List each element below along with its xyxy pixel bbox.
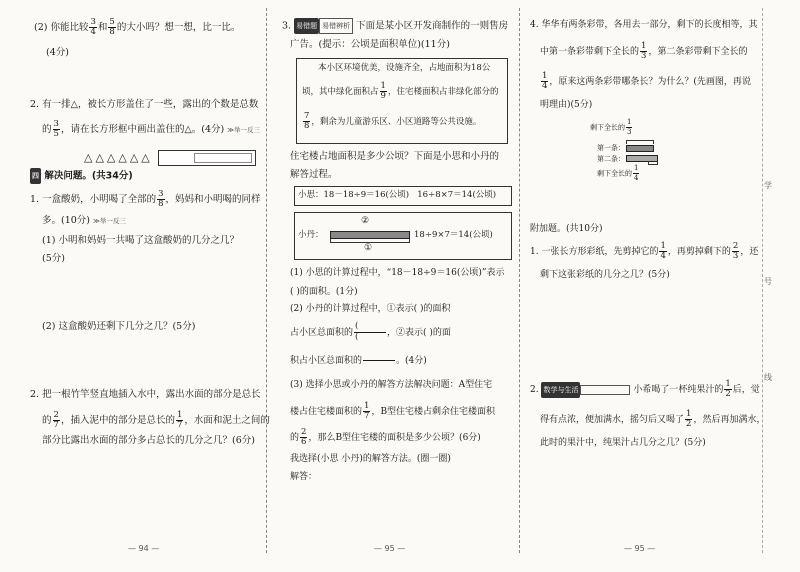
- section-badge: 四: [30, 168, 41, 184]
- fraction: $\frac{2}{6}$: [301, 427, 307, 447]
- diagram-label-bottom: 剩下全长的 $\frac{1}{4}$: [597, 164, 639, 182]
- fraction: $\frac{1}{4}$: [542, 71, 548, 91]
- answer-label: 解答：: [290, 472, 318, 482]
- ribbon-1-bar: [626, 145, 654, 152]
- fraction: $\frac{3}{5}$: [53, 119, 59, 139]
- bonus-heading: 附加题。(共10分): [530, 224, 603, 234]
- side-char-hao: 号: [764, 277, 772, 286]
- question-4-line1: 4. 华华有两条彩带，各用去一部分，剩下的长度相等，其: [530, 20, 758, 30]
- problem-1-line1: 1. 一盒酸奶，小明喝了全部的 $\frac{3}{8}$ ，妈妈和小明喝的同样: [30, 189, 261, 209]
- question-3-ask2: 解答过程。: [290, 169, 338, 180]
- ribbon-1-brace: [626, 140, 654, 144]
- sub-question-1-line1: (1) 小思的计算过程中，“18－18÷9＝16(公顷)”表示: [290, 268, 505, 278]
- xiaodan-label: 小丹：: [298, 230, 324, 240]
- question-2-2: (2) 你能比较 $\frac{3}{4}$ 和 $\frac{5}{8}$ 的大小吗？想一想，比一比。: [34, 17, 241, 37]
- question-4-line2: 中第一条彩带剩下全长的 $\frac{1}{3}$ ，第二条彩带剩下全长的: [540, 41, 748, 61]
- fraction: $\frac{1}{2}$: [686, 409, 692, 429]
- xiaodan-marker-2: ②: [361, 216, 370, 226]
- problem-2-line3: 部分比露出水面的部分多占总长的几分之几？(6分): [42, 435, 255, 446]
- sub-question-2-line2: 占小区总面积的 $\frac{(}{(}$ ，②表示( )的面: [290, 321, 451, 342]
- problem-2-line2: 的 $\frac{2}{7}$ ，插入泥中的部分是总长的 $\frac{1}{7}$ ，水面和泥土之间的: [42, 410, 270, 430]
- fraction: $\frac{3}{4}$: [90, 17, 96, 37]
- problem-1-line2: 多。(10分) ≫举一反三: [42, 215, 126, 226]
- answer-fraction-blank[interactable]: [363, 350, 395, 371]
- fraction: $\frac{2}{7}$: [53, 410, 59, 430]
- bonus-2-line2: 得有点浓，便加满水，摇匀后又喝了 $\frac{1}{2}$ ，然后再加满水，: [540, 409, 766, 429]
- question-2-2-points: (4分): [46, 47, 69, 58]
- fraction: $\frac{1}{7}$: [364, 401, 370, 421]
- fraction: $\frac{1}{4}$: [660, 241, 666, 261]
- cover-rectangle-inner: [194, 153, 252, 163]
- diagram-label-top: 剩下全长的 $\frac{1}{3}$: [590, 118, 632, 136]
- hint-label: ≫举一反三: [227, 126, 261, 134]
- question-3-line2: 广告。(提示：公顷是面积单位)(11分): [290, 39, 450, 50]
- tag-easy-wrong: 易错题: [294, 18, 319, 34]
- side-char-xian: 线: [764, 373, 772, 382]
- problem-1-sub2: (2) 这盒酸奶还剩下几分之几？(5分): [42, 321, 196, 332]
- page-number: — 95 —: [374, 544, 406, 553]
- fraction: $\frac{1}{9}$: [380, 81, 386, 101]
- column-divider-right: [519, 8, 520, 553]
- question-4-line3: $\frac{1}{4}$ ，原来这两条彩带哪条长？为什么？(先画图，再说: [542, 71, 751, 91]
- sub-question-1-line2: ( )的面积。(1分): [290, 287, 358, 297]
- question-3-ask1: 住宅楼占地面积是多少公顷？下面是小思和小丹的: [290, 151, 500, 162]
- sub-question-2-line3: 积占小区总面积的 。(4分): [290, 350, 427, 371]
- fraction: $\frac{3}{8}$: [158, 189, 164, 209]
- sub-question-3-line2: 楼占住宅楼面积的 $\frac{1}{7}$ ，B型住宅楼占剩余住宅楼面积: [290, 401, 496, 421]
- tag-math-life: 数学与生活: [541, 382, 580, 398]
- problem-1-sub1-points: (5分): [42, 253, 65, 264]
- sub-question-3-line1: (3) 选择小思或小丹的解答方法解决问题：A型住宅: [290, 380, 493, 390]
- page-number: — 95 —: [624, 544, 656, 553]
- fraction: $\frac{1}{2}$: [725, 379, 731, 399]
- fraction: $\frac{1}{3}$: [627, 118, 632, 136]
- triangle-row: △△△△△△: [84, 151, 153, 164]
- fraction: $\frac{1}{7}$: [176, 410, 183, 430]
- ribbon-2-brace: [648, 161, 658, 165]
- binding-line: [762, 8, 763, 553]
- side-char-xue: 学: [764, 181, 772, 190]
- bonus-2-line1: 2. 数学与生活 小希喝了一杯纯果汁的 $\frac{1}{2}$ 后，觉: [530, 379, 760, 399]
- question-4-line4: 明理由)(5分): [540, 100, 593, 110]
- bonus-2-line3: 此时的果汁中，纯果汁占几分之几？(5分): [540, 438, 706, 448]
- tag-math-life-sub: [580, 385, 630, 395]
- fraction: $\frac{7}{8}$: [304, 111, 310, 131]
- fraction: $\frac{2}{3}$: [732, 241, 739, 261]
- ribbon-2-label: 第二条：: [597, 155, 625, 163]
- page-number: — 94 —: [128, 544, 160, 553]
- tag-easy-wrong-analysis: 易错辨析: [319, 18, 353, 34]
- xiaodan-marker-1: ①: [364, 243, 373, 253]
- fraction: $\frac{1}{3}$: [641, 41, 647, 61]
- section-heading: 四 解决问题。(共34分): [30, 168, 133, 184]
- ad-line1: 本小区环境优美，设施齐全，占地面积为18公: [318, 63, 491, 73]
- ribbon-1-label: 第一条：: [597, 144, 625, 152]
- hint-label: ≫举一反三: [93, 217, 126, 225]
- answer-fraction-blank[interactable]: $\frac{(}{(}$: [354, 322, 386, 343]
- problem-1-sub1: (1) 小明和妈妈一共喝了这盒酸奶的几分之几？: [42, 235, 239, 246]
- ad-line3: $\frac{7}{8}$ ，剩余为儿童游乐区、小区道路等公共设施。: [304, 111, 482, 131]
- problem-2-line1: 2. 把一根竹竿竖直地插入水中，露出水面的部分是总长: [30, 389, 261, 400]
- fraction: $\frac{1}{4}$: [634, 164, 639, 182]
- xiaosi-solution: 小思：18－18÷9＝16(公顷) 16÷8×7＝14(公顷): [298, 190, 497, 200]
- question-2-line2: 的 $\frac{3}{5}$ ，请在长方形框中画出盖住的△。(4分) ≫举一反三: [42, 119, 261, 139]
- bonus-1-line2: 剩下这张彩纸的几分之几？(5分): [540, 270, 670, 280]
- sub-question-3-line3: 的 $\frac{2}{6}$ ，那么B型住宅楼的面积是多少公顷？(6分): [290, 427, 481, 447]
- column-divider-left: [266, 8, 267, 553]
- ad-line2: 顷，其中绿化面积占 $\frac{1}{9}$ ，住宅楼面积占非绿化部分的: [302, 81, 499, 101]
- fraction: $\frac{5}{8}$: [109, 17, 115, 37]
- bonus-1-line1: 1. 一张长方形彩纸，先剪掉它的 $\frac{1}{4}$ ，再剪掉剩下的 $\frac{2}{3}$ ，还: [530, 241, 759, 261]
- sub-question-2-line1: (2) 小丹的计算过程中，①表示( )的面积: [290, 304, 451, 314]
- sub-question-3-choice[interactable]: 我选择(小思 小丹)的解答方法。(圈一圈): [290, 454, 451, 464]
- xiaodan-calc: 18÷9×7＝14(公顷): [414, 230, 493, 240]
- xiaodan-bar: [330, 231, 410, 239]
- question-3-line1: 3. 易错题 易错辨析 下面是某小区开发商制作的一则售房: [282, 18, 508, 34]
- question-2-line1: 2. 有一排△，被长方形盖住了一些，露出的个数是总数: [30, 99, 259, 110]
